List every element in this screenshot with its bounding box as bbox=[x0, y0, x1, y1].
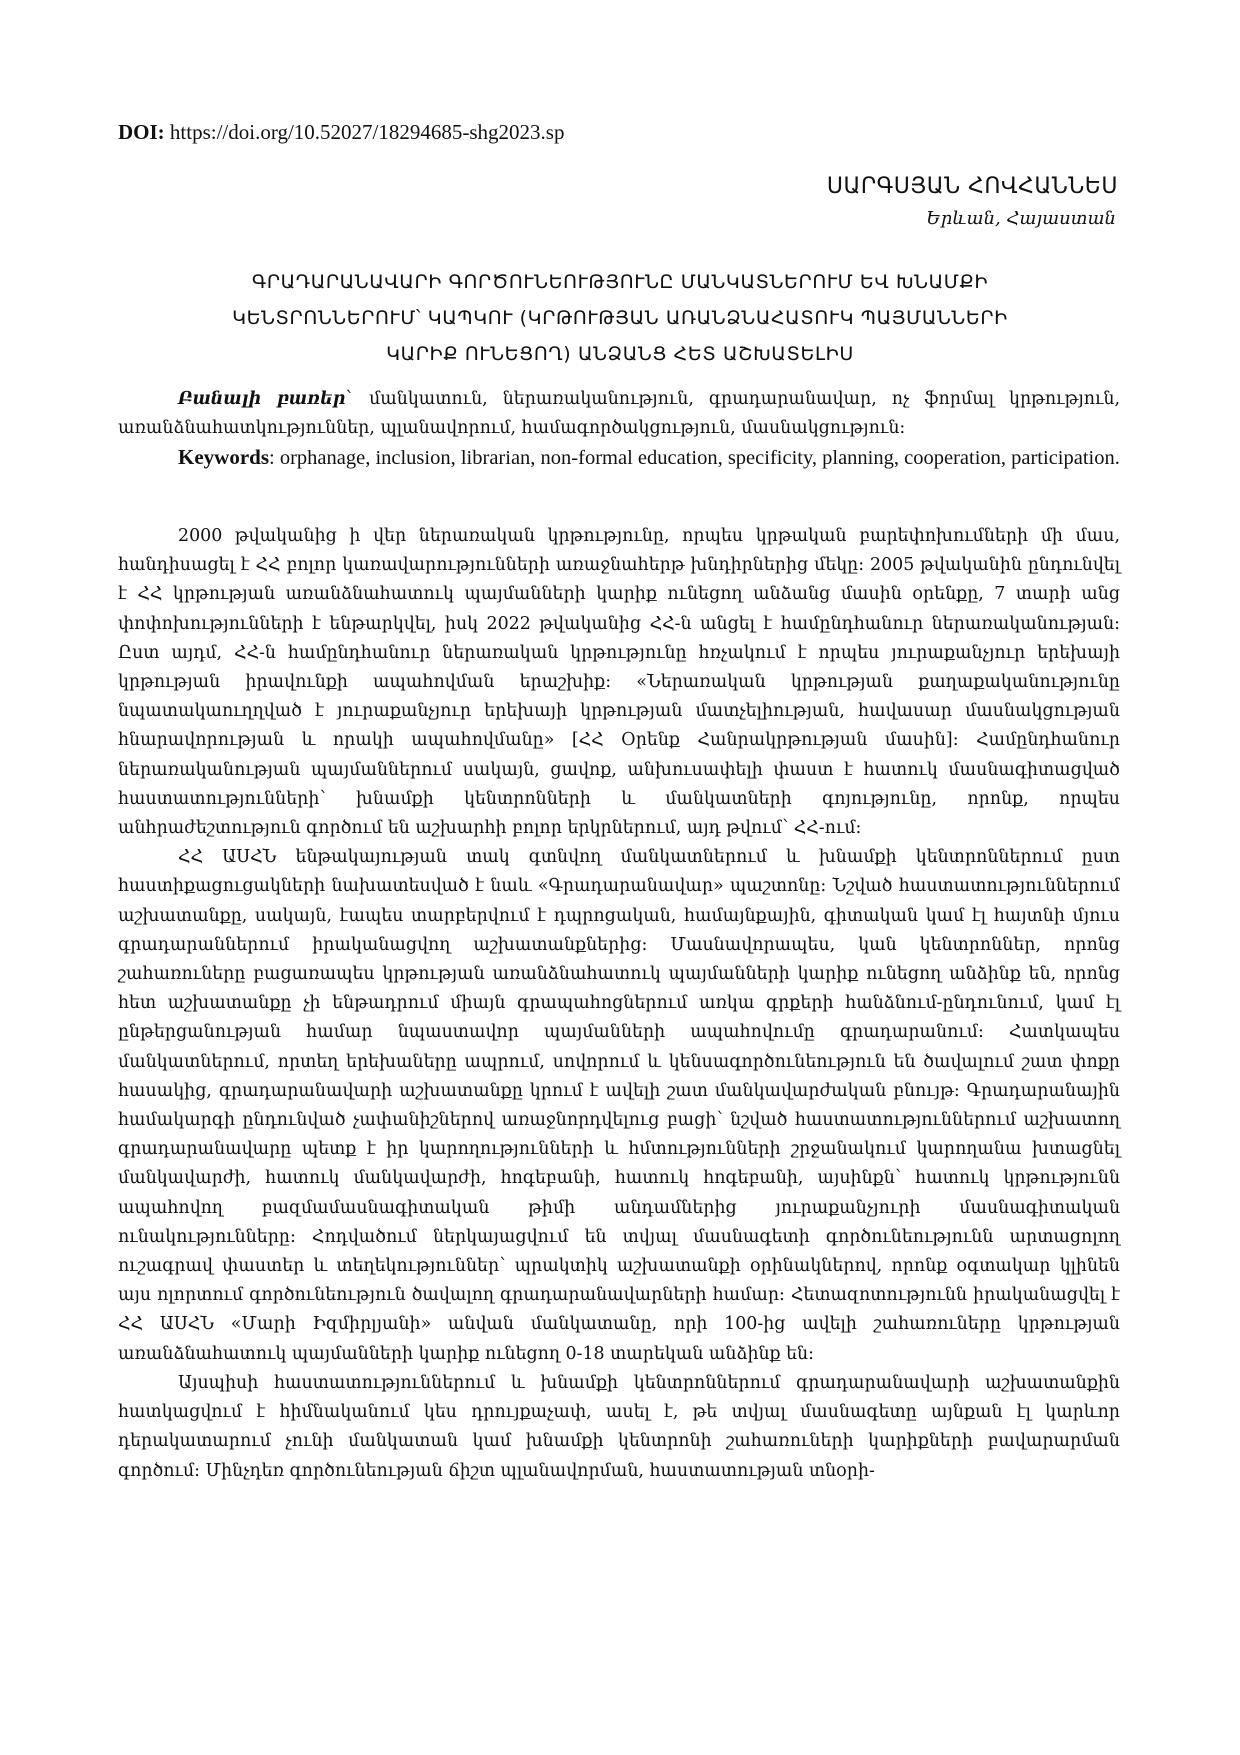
title-line: ԿԱՐԻՔ ՈՒՆԵՑՈՂ) ԱՆՁԱՆՑ ՀԵՏ ԱՇԽԱՏԵԼԻՍ bbox=[386, 343, 854, 365]
title-line: ԿԵՆՏՐՈՆՆԵՐՈՒՄ՝ ԿԱՊԿՈՒ (ԿՐԹՈՒԹՅԱՆ ԱՌԱՆՁՆԱՀԱՏՈՒԿ ՊԱՅՄԱՆՆԵՐԻ bbox=[232, 307, 1008, 329]
title-line: ԳՐԱԴԱՐԱՆԱՎԱՐԻ ԳՈՐԾՈՒՆԵՈՒԹՅՈՒՆԸ ՄԱՆԿԱՏՆԵՐՈՒՄ ԵՎ ԽՆԱՄՔԻ bbox=[251, 271, 989, 293]
body-paragraph: ՀՀ ԱՍՀՆ ենթակայության տակ գտնվող մանկատներում և խնամքի կենտրոններում ըստ հաստիքացուցակների նախատեսված է նաև «Գրադարանավար» պաշտոնը: Նշված հաստատություններում աշխատանքը, սակայն, էապես տարբերվում է դպրոցական, համայնքային, գիտական կամ էլ հայտնի մյուս գրադարաններում իրականացվող աշխատանքներից: Մասնավորապես, կան կենտրոններ, որոնց շահառուները բացառապես կրթության առանձնահատուկ պայմանների կարիք ունեցող անձինք են, որոնց հետ աշխատանքը չի ենթադրում միայն գրապահոցներում առկա գրքերի հանձնում-ընդունում, կամ էլ ընթերցանության համար նպաստավոր պայմանների ապահովումը գրադարանում: Հատկապես մանկատներում, որտեղ երեխաները ապրում, սովորում և կենսագործունեություն են ծավալում շատ փոքր հասակից, գրադարանավարի աշխատանքը կրում է ավելի շատ մանկավարժական բնույթ: Գրադարանային համակարգի ընդունված չափանիշներով առաջնորդվելուց բացի՝ նշված հաստատություններում աշխատող գրադարանավարը պետք է իր կարողությունների և հմտությունների շրջանակում կարողանա խտացնել մանկավարժի, հատուկ մանկավարժի, հոգեբանի, հատուկ հոգեբանի, այսինքն՝ հատուկ կրթությունն ապահովող բազմամասնագիտական թիմի անդամներից յուրաքանչյուրի մասնագիտական ունակությունները: Հոդվածում ներկայացվում են տվյալ մասնագետի գործունեությունն արտացոլող ուշագրավ փաստեր և տեղեկություններ՝ պրակտիկ աշխատանքի օրինակներով, որոնք օգտակար կլինեն այս ոլորտում գործունեություն ծավալող գրադարանավարների համար: Հետազոտությունն իրականացվել է ՀՀ ԱՍՀՆ «Մարի Իզմիրլյանի» անվան մանկատանը, որի 100-ից ավելի շահառուները կրթության առանձնահատուկ պայմանների կարիք ունեցող 0-18 տարեկան անձինք են: bbox=[118, 847, 1120, 1364]
keywords-block bbox=[118, 385, 1120, 474]
author-name: ՍԱՐԳՍՅԱՆ ՀՈՎՀԱՆՆԵՍ bbox=[826, 174, 1118, 199]
article-title bbox=[150, 264, 1090, 372]
author-affiliation: Երևան, Հայաստան bbox=[926, 208, 1116, 229]
keywords-hy-label: Բանալի բառեր bbox=[178, 389, 346, 409]
article-body bbox=[118, 522, 1120, 1486]
body-paragraph: Այսպիսի հաստատություններում և խնամքի կենտրոններում գրադարանավարի աշխատանքին հատկացվում է հիմնականում կես դրույքաչափ, ասել է, թե տվյալ մասնագետը այնքան էլ կարևոր դերակատարում չունի մանկատան կամ խնամքի կենտրոնի շահառուների կարիքների բավարարման գործում: Մինչդեռ գործունեության ճիշտ պլանավորման, հաստատության տնօրի- bbox=[118, 1372, 1120, 1481]
doi-line bbox=[118, 118, 564, 146]
keywords-hy-text: ` մանկատուն, ներառականություն, գրադարանավար, ոչ ֆորմալ կրթություն, առանձնահատկություններ, պլանավորում, համագործակցություն, մասնակցություն: bbox=[118, 389, 1120, 438]
doi-label: DOI: bbox=[118, 120, 165, 144]
body-paragraph: 2000 թվականից ի վեր ներառական կրթությունը, որպես կրթական բարեփոխումների մի մաս, հանդիսացել է ՀՀ բոլոր կառավարությունների առաջնահերթ խնդիրներից մեկը: 2005 թվականին ընդունվել է ՀՀ կրթության առանձնահատուկ պայմանների կարիք ունեցող անձանց մասին օրենքը, 7 տարի անց փոփոխությունների է ենթարկվել, իսկ 2022 թվականից ՀՀ-ն անցել է համընդհանուր ներառականության: Ըստ այդմ, ՀՀ-ն համընդհանուր ներառական կրթությունը հռչակում է որպես յուրաքանչյուր երեխայի կրթության իրավունքի ապահովման երաշխիք: «Ներառական կրթության քաղաքականությունը նպատակաուղղված է յուրաքանչյուր երեխայի կրթության մատչելիության, հավասար մասնակցության հնարավորության և որակի ապահովմանը» [ՀՀ Օրենք Հանրակրթության մասին]: Համընդհանուր ներառականության պայմաններում սակայն, ցավոք, անխուսափելի փաստ է հատուկ մասնագիտացված հաստատությունների՝ խնամքի կենտրոնների և մանկատների գոյությունը, որոնք, որպես անհրաժեշտություն գործում են աշխարհի բոլոր երկրներում, այդ թվում՝ ՀՀ-ում: bbox=[118, 526, 1120, 839]
keywords-armenian bbox=[118, 385, 1120, 443]
keywords-en-label: Keywords bbox=[178, 445, 269, 469]
doi-link[interactable]: https://doi.org/10.52027/18294685-shg2023.sp bbox=[169, 120, 565, 144]
keywords-english bbox=[118, 443, 1120, 474]
keywords-en-text: : orphanage, inclusion, librarian, non-formal education, specificity, planning, cooperation, participation. bbox=[269, 447, 1120, 469]
